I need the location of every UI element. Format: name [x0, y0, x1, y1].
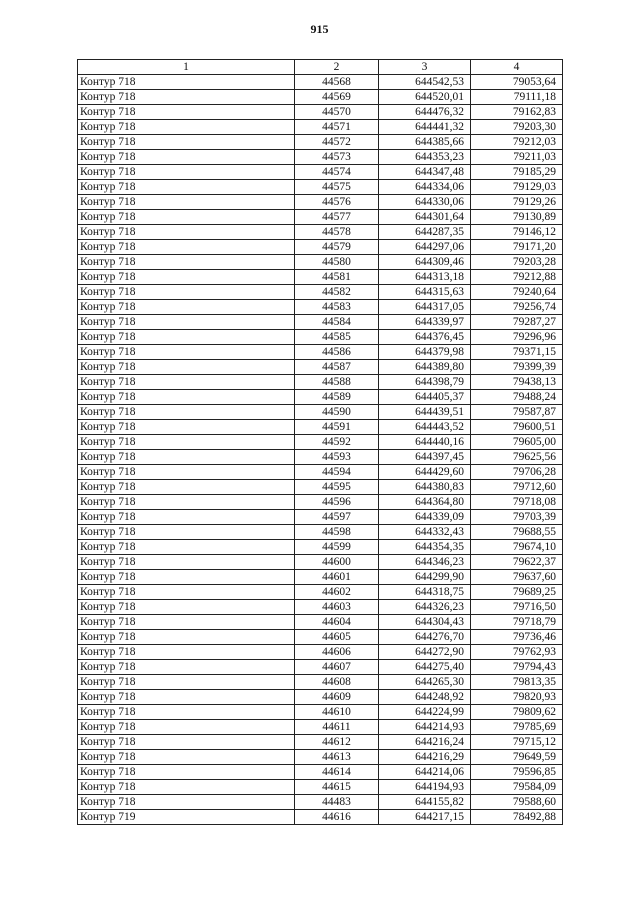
coordinate-y-cell: 79689,25	[471, 585, 563, 600]
table-row	[78, 225, 563, 240]
table-row	[78, 90, 563, 105]
contour-name-cell: Контур 718	[78, 600, 295, 615]
coordinate-x-cell: 644330,06	[379, 195, 471, 210]
point-number-cell: 44606	[295, 645, 379, 660]
contour-name-cell: Контур 718	[78, 315, 295, 330]
table-row	[78, 420, 563, 435]
coordinate-x-cell: 644216,29	[379, 750, 471, 765]
contour-name-cell: Контур 718	[78, 795, 295, 810]
table-row	[78, 540, 563, 555]
coordinate-y-cell: 79211,03	[471, 150, 563, 165]
contour-name-cell: Контур 718	[78, 375, 295, 390]
point-number-cell: 44569	[295, 90, 379, 105]
coordinate-y-cell: 79587,87	[471, 405, 563, 420]
coordinate-y-cell: 79399,39	[471, 360, 563, 375]
table-row	[78, 705, 563, 720]
coordinate-y-cell: 79762,93	[471, 645, 563, 660]
coordinate-y-cell: 79716,50	[471, 600, 563, 615]
contour-name-cell: Контур 718	[78, 75, 295, 90]
coordinate-y-cell: 79703,39	[471, 510, 563, 525]
coordinate-y-cell: 79111,18	[471, 90, 563, 105]
table-row	[78, 360, 563, 375]
coordinate-y-cell: 79287,27	[471, 315, 563, 330]
coordinate-x-cell: 644346,23	[379, 555, 471, 570]
table-row	[78, 75, 563, 90]
contour-name-cell: Контур 718	[78, 705, 295, 720]
contour-name-cell: Контур 718	[78, 435, 295, 450]
coordinate-x-cell: 644397,45	[379, 450, 471, 465]
column-header-2: 2	[295, 60, 379, 75]
coordinate-x-cell: 644214,93	[379, 720, 471, 735]
table-row	[78, 240, 563, 255]
coordinate-x-cell: 644439,51	[379, 405, 471, 420]
table-row	[78, 300, 563, 315]
column-header-4: 4	[471, 60, 563, 75]
table-row	[78, 105, 563, 120]
coordinate-y-cell: 79649,59	[471, 750, 563, 765]
table-row	[78, 285, 563, 300]
coordinate-x-cell: 644326,23	[379, 600, 471, 615]
coordinate-y-cell: 79688,55	[471, 525, 563, 540]
table-row	[78, 390, 563, 405]
table-row	[78, 195, 563, 210]
table-row	[78, 735, 563, 750]
table-row	[78, 255, 563, 270]
coordinate-x-cell: 644248,92	[379, 690, 471, 705]
coordinate-y-cell: 79706,28	[471, 465, 563, 480]
contour-name-cell: Контур 718	[78, 300, 295, 315]
contour-name-cell: Контур 718	[78, 585, 295, 600]
contour-name-cell: Контур 718	[78, 495, 295, 510]
table-row	[78, 765, 563, 780]
point-number-cell: 44578	[295, 225, 379, 240]
contour-name-cell: Контур 718	[78, 105, 295, 120]
coordinate-y-cell: 78492,88	[471, 810, 563, 825]
coordinate-y-cell: 79130,89	[471, 210, 563, 225]
table-row	[78, 210, 563, 225]
coordinate-x-cell: 644214,06	[379, 765, 471, 780]
coordinate-y-cell: 79584,09	[471, 780, 563, 795]
coordinate-y-cell: 79129,26	[471, 195, 563, 210]
contour-name-cell: Контур 718	[78, 645, 295, 660]
point-number-cell: 44587	[295, 360, 379, 375]
coordinate-x-cell: 644301,64	[379, 210, 471, 225]
contour-name-cell: Контур 718	[78, 735, 295, 750]
coordinate-y-cell: 79162,83	[471, 105, 563, 120]
point-number-cell: 44582	[295, 285, 379, 300]
coordinate-x-cell: 644275,40	[379, 660, 471, 675]
coordinate-x-cell: 644339,97	[379, 315, 471, 330]
point-number-cell: 44577	[295, 210, 379, 225]
coordinate-y-cell: 79203,28	[471, 255, 563, 270]
contour-name-cell: Контур 718	[78, 765, 295, 780]
table-body	[78, 75, 563, 825]
coordinate-y-cell: 79596,85	[471, 765, 563, 780]
contour-name-cell: Контур 718	[78, 750, 295, 765]
coordinate-y-cell: 79240,64	[471, 285, 563, 300]
coordinate-y-cell: 79622,37	[471, 555, 563, 570]
coordinate-x-cell: 644542,53	[379, 75, 471, 90]
coordinate-x-cell: 644287,35	[379, 225, 471, 240]
contour-name-cell: Контур 718	[78, 180, 295, 195]
table-row	[78, 570, 563, 585]
coordinate-x-cell: 644276,70	[379, 630, 471, 645]
coordinate-y-cell: 79794,43	[471, 660, 563, 675]
point-number-cell: 44574	[295, 165, 379, 180]
table-row	[78, 720, 563, 735]
table-row	[78, 180, 563, 195]
point-number-cell: 44586	[295, 345, 379, 360]
coordinate-y-cell: 79712,60	[471, 480, 563, 495]
contour-name-cell: Контур 718	[78, 165, 295, 180]
contour-name-cell: Контур 718	[78, 480, 295, 495]
contour-name-cell: Контур 718	[78, 525, 295, 540]
point-number-cell: 44614	[295, 765, 379, 780]
point-number-cell: 44589	[295, 390, 379, 405]
contour-name-cell: Контур 718	[78, 465, 295, 480]
contour-name-cell: Контур 718	[78, 780, 295, 795]
point-number-cell: 44596	[295, 495, 379, 510]
coordinate-x-cell: 644476,32	[379, 105, 471, 120]
contour-name-cell: Контур 718	[78, 345, 295, 360]
coordinate-x-cell: 644440,16	[379, 435, 471, 450]
table-row	[78, 600, 563, 615]
coordinate-y-cell: 79588,60	[471, 795, 563, 810]
coordinate-x-cell: 644304,43	[379, 615, 471, 630]
coordinate-x-cell: 644347,48	[379, 165, 471, 180]
point-number-cell: 44483	[295, 795, 379, 810]
coordinate-x-cell: 644318,75	[379, 585, 471, 600]
coordinate-y-cell: 79813,35	[471, 675, 563, 690]
coordinate-x-cell: 644339,09	[379, 510, 471, 525]
coordinate-y-cell: 79256,74	[471, 300, 563, 315]
coordinate-x-cell: 644299,90	[379, 570, 471, 585]
table-row	[78, 135, 563, 150]
point-number-cell: 44605	[295, 630, 379, 645]
point-number-cell: 44600	[295, 555, 379, 570]
coordinate-y-cell: 79809,62	[471, 705, 563, 720]
point-number-cell: 44613	[295, 750, 379, 765]
coordinate-y-cell: 79171,20	[471, 240, 563, 255]
contour-name-cell: Контур 718	[78, 240, 295, 255]
contour-name-cell: Контур 718	[78, 615, 295, 630]
table-row	[78, 795, 563, 810]
point-number-cell: 44597	[295, 510, 379, 525]
coordinate-x-cell: 644364,80	[379, 495, 471, 510]
coordinate-x-cell: 644265,30	[379, 675, 471, 690]
coordinate-y-cell: 79718,79	[471, 615, 563, 630]
point-number-cell: 44602	[295, 585, 379, 600]
point-number-cell: 44598	[295, 525, 379, 540]
point-number-cell: 44616	[295, 810, 379, 825]
coordinate-x-cell: 644405,37	[379, 390, 471, 405]
coordinate-y-cell: 79785,69	[471, 720, 563, 735]
contour-name-cell: Контур 718	[78, 210, 295, 225]
coordinate-x-cell: 644224,99	[379, 705, 471, 720]
point-number-cell: 44609	[295, 690, 379, 705]
coordinate-x-cell: 644376,45	[379, 330, 471, 345]
contour-name-cell: Контур 718	[78, 285, 295, 300]
coordinate-x-cell: 644309,46	[379, 255, 471, 270]
point-number-cell: 44579	[295, 240, 379, 255]
point-number-cell: 44584	[295, 315, 379, 330]
coordinate-y-cell: 79674,10	[471, 540, 563, 555]
table-row	[78, 165, 563, 180]
point-number-cell: 44576	[295, 195, 379, 210]
coordinate-y-cell: 79438,13	[471, 375, 563, 390]
point-number-cell: 44612	[295, 735, 379, 750]
point-number-cell: 44583	[295, 300, 379, 315]
page-number: 915	[310, 22, 329, 36]
point-number-cell: 44572	[295, 135, 379, 150]
coordinate-y-cell: 79600,51	[471, 420, 563, 435]
contour-name-cell: Контур 718	[78, 90, 295, 105]
coordinate-x-cell: 644429,60	[379, 465, 471, 480]
table-row	[78, 615, 563, 630]
coordinate-x-cell: 644332,43	[379, 525, 471, 540]
point-number-cell: 44611	[295, 720, 379, 735]
point-number-cell: 44593	[295, 450, 379, 465]
table-row	[78, 525, 563, 540]
point-number-cell: 44575	[295, 180, 379, 195]
table-row	[78, 510, 563, 525]
table-row	[78, 480, 563, 495]
coordinate-y-cell: 79185,29	[471, 165, 563, 180]
table-row	[78, 780, 563, 795]
contour-name-cell: Контур 718	[78, 360, 295, 375]
table-row	[78, 630, 563, 645]
column-header-3: 3	[379, 60, 471, 75]
coordinate-y-cell: 79146,12	[471, 225, 563, 240]
coordinates-table	[77, 59, 563, 825]
coordinate-y-cell: 79129,03	[471, 180, 563, 195]
contour-name-cell: Контур 718	[78, 405, 295, 420]
point-number-cell: 44610	[295, 705, 379, 720]
table-row	[78, 675, 563, 690]
table-row	[78, 660, 563, 675]
table-row	[78, 690, 563, 705]
coordinate-x-cell: 644155,82	[379, 795, 471, 810]
point-number-cell: 44580	[295, 255, 379, 270]
point-number-cell: 44585	[295, 330, 379, 345]
contour-name-cell: Контур 718	[78, 630, 295, 645]
column-header-1: 1	[78, 60, 295, 75]
point-number-cell: 44571	[295, 120, 379, 135]
coordinate-y-cell: 79296,96	[471, 330, 563, 345]
point-number-cell: 44608	[295, 675, 379, 690]
coordinate-x-cell: 644297,06	[379, 240, 471, 255]
coordinate-y-cell: 79736,46	[471, 630, 563, 645]
table-row	[78, 270, 563, 285]
point-number-cell: 44581	[295, 270, 379, 285]
coordinate-x-cell: 644441,32	[379, 120, 471, 135]
coordinate-x-cell: 644380,83	[379, 480, 471, 495]
contour-name-cell: Контур 718	[78, 450, 295, 465]
coordinate-y-cell: 79637,60	[471, 570, 563, 585]
contour-name-cell: Контур 718	[78, 555, 295, 570]
coordinate-x-cell: 644353,23	[379, 150, 471, 165]
coordinate-x-cell: 644272,90	[379, 645, 471, 660]
point-number-cell: 44601	[295, 570, 379, 585]
coordinate-x-cell: 644398,79	[379, 375, 471, 390]
table-row	[78, 330, 563, 345]
table-row	[78, 405, 563, 420]
contour-name-cell: Контур 718	[78, 120, 295, 135]
coordinate-x-cell: 644385,66	[379, 135, 471, 150]
point-number-cell: 44603	[295, 600, 379, 615]
contour-name-cell: Контур 718	[78, 540, 295, 555]
contour-name-cell: Контур 718	[78, 510, 295, 525]
coordinate-x-cell: 644194,93	[379, 780, 471, 795]
table-row	[78, 435, 563, 450]
table-row	[78, 585, 563, 600]
contour-name-cell: Контур 718	[78, 720, 295, 735]
point-number-cell: 44570	[295, 105, 379, 120]
contour-name-cell: Контур 718	[78, 570, 295, 585]
table-row	[78, 555, 563, 570]
contour-name-cell: Контур 718	[78, 675, 295, 690]
point-number-cell: 44592	[295, 435, 379, 450]
contour-name-cell: Контур 718	[78, 255, 295, 270]
table-row	[78, 315, 563, 330]
table-row	[78, 750, 563, 765]
coordinate-x-cell: 644217,15	[379, 810, 471, 825]
coordinate-x-cell: 644443,52	[379, 420, 471, 435]
coordinate-y-cell: 79718,08	[471, 495, 563, 510]
coordinate-x-cell: 644520,01	[379, 90, 471, 105]
point-number-cell: 44588	[295, 375, 379, 390]
contour-name-cell: Контур 718	[78, 660, 295, 675]
point-number-cell: 44615	[295, 780, 379, 795]
coordinate-y-cell: 79488,24	[471, 390, 563, 405]
point-number-cell: 44607	[295, 660, 379, 675]
point-number-cell: 44594	[295, 465, 379, 480]
point-number-cell: 44604	[295, 615, 379, 630]
contour-name-cell: Контур 718	[78, 225, 295, 240]
contour-name-cell: Контур 718	[78, 150, 295, 165]
contour-name-cell: Контур 718	[78, 270, 295, 285]
contour-name-cell: Контур 718	[78, 195, 295, 210]
coordinate-y-cell: 79203,30	[471, 120, 563, 135]
point-number-cell: 44599	[295, 540, 379, 555]
table-row	[78, 465, 563, 480]
point-number-cell: 44573	[295, 150, 379, 165]
contour-name-cell: Контур 718	[78, 330, 295, 345]
contour-name-cell: Контур 718	[78, 135, 295, 150]
coordinate-x-cell: 644389,80	[379, 360, 471, 375]
contour-name-cell: Контур 718	[78, 420, 295, 435]
table-row	[78, 150, 563, 165]
coordinate-y-cell: 79605,00	[471, 435, 563, 450]
table-row	[78, 450, 563, 465]
table-row	[78, 120, 563, 135]
point-number-cell: 44568	[295, 75, 379, 90]
coordinate-y-cell: 79820,93	[471, 690, 563, 705]
contour-name-cell: Контур 719	[78, 810, 295, 825]
coordinate-x-cell: 644315,63	[379, 285, 471, 300]
coordinate-x-cell: 644334,06	[379, 180, 471, 195]
contour-name-cell: Контур 718	[78, 690, 295, 705]
point-number-cell: 44595	[295, 480, 379, 495]
coordinate-y-cell: 79053,64	[471, 75, 563, 90]
coordinate-y-cell: 79212,88	[471, 270, 563, 285]
point-number-cell: 44590	[295, 405, 379, 420]
coordinate-x-cell: 644317,05	[379, 300, 471, 315]
contour-name-cell: Контур 718	[78, 390, 295, 405]
coordinate-y-cell: 79625,56	[471, 450, 563, 465]
table-row	[78, 645, 563, 660]
coordinate-y-cell: 79371,15	[471, 345, 563, 360]
coordinate-x-cell: 644313,18	[379, 270, 471, 285]
table-row	[78, 345, 563, 360]
coordinate-x-cell: 644216,24	[379, 735, 471, 750]
table-row	[78, 375, 563, 390]
table-header-row	[78, 60, 563, 75]
table-row	[78, 810, 563, 825]
coordinate-x-cell: 644354,35	[379, 540, 471, 555]
table-row	[78, 495, 563, 510]
coordinate-y-cell: 79715,12	[471, 735, 563, 750]
coordinate-y-cell: 79212,03	[471, 135, 563, 150]
point-number-cell: 44591	[295, 420, 379, 435]
coordinate-x-cell: 644379,98	[379, 345, 471, 360]
